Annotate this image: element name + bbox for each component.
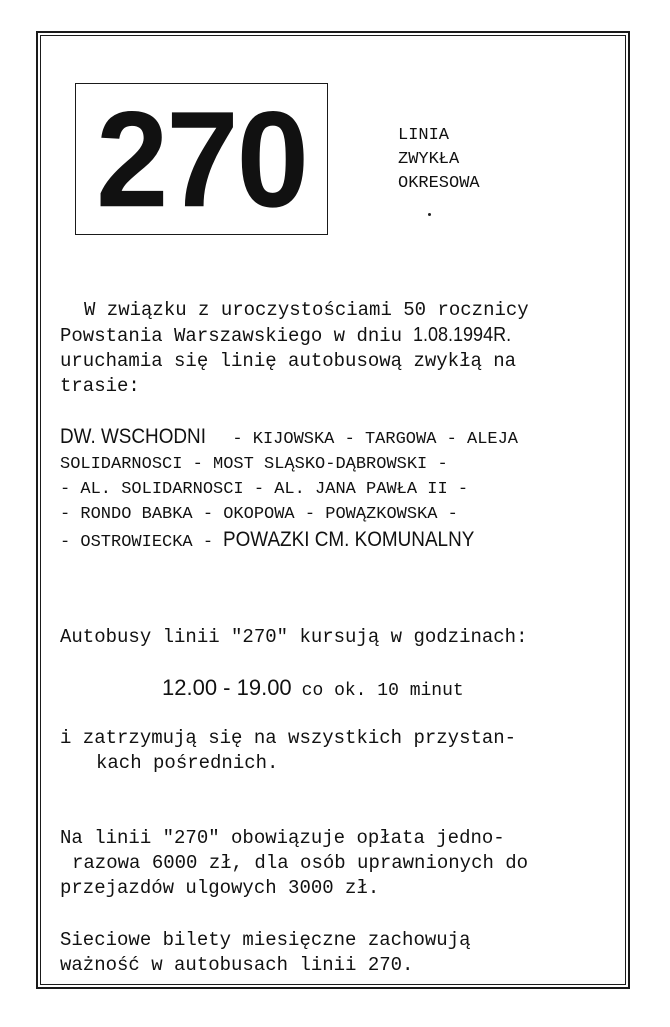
- route-line: [60, 424, 518, 452]
- line-number: 270: [96, 82, 307, 236]
- schedule-intro: Autobusy linii "270" kursują w godzinach:: [60, 626, 528, 648]
- tickets-paragraph: [60, 928, 470, 978]
- route-end: POWAZKI CM. KOMUNALNY: [223, 528, 475, 551]
- stops-paragraph: [60, 726, 516, 776]
- route-start: DW. WSCHODNI: [60, 425, 206, 448]
- stops-line: kach pośrednich.: [96, 752, 279, 774]
- stray-dot: [428, 213, 431, 216]
- route-line: - RONDO BABKA - OKOPOWA - POWĄZKOWSKA -: [60, 505, 458, 524]
- fare-paragraph: [60, 826, 528, 901]
- tickets-line: Sieciowe bilety miesięczne zachowują: [60, 929, 471, 951]
- fare-line: Na linii "270" obowiązuje opłata jedno-: [60, 827, 505, 849]
- intro-paragraph: [60, 298, 529, 399]
- line-type-line: LINIA: [398, 126, 450, 145]
- route-line: - AL. SOLIDARNOSCI - AL. JANA PAWŁA II -: [60, 480, 469, 499]
- operating-hours: 12.00 - 19.00: [162, 675, 292, 700]
- intro-text: Powstania Warszawskiego w dniu: [60, 325, 414, 347]
- line-type-line: OKRESOWA: [398, 174, 480, 193]
- stops-line: i zatrzymują się na wszystkich przystan-: [60, 727, 517, 749]
- frequency: co ok. 10 minut: [301, 681, 464, 701]
- launch-date: 1.08.1994R.: [413, 324, 512, 346]
- route-text: - KIJOWSKA - TARGOWA - ALEJA: [222, 430, 519, 449]
- intro-line: trasie:: [60, 375, 140, 397]
- route-text: - OSTROWIECKA -: [60, 533, 224, 552]
- intro-line: [60, 323, 529, 349]
- route-line: SOLIDARNOSCI - MOST SLĄSKO-DĄBROWSKI -: [60, 455, 448, 474]
- tickets-line: ważność w autobusach linii 270.: [60, 954, 414, 976]
- line-type-line: ZWYKŁA: [398, 150, 460, 169]
- route-line: [60, 527, 518, 555]
- schedule-time: [162, 675, 464, 701]
- intro-line: uruchamia się linię autobusową zwykłą na: [60, 350, 517, 372]
- line-number-box: [75, 83, 328, 235]
- intro-line: W związku z uroczystościami 50 rocznicy: [84, 299, 529, 321]
- route-description: [60, 424, 518, 555]
- fare-line: przejazdów ulgowych 3000 zł.: [60, 877, 380, 899]
- fare-line: razowa 6000 zł, dla osób uprawnionych do: [72, 852, 529, 874]
- line-type-label: [398, 124, 480, 196]
